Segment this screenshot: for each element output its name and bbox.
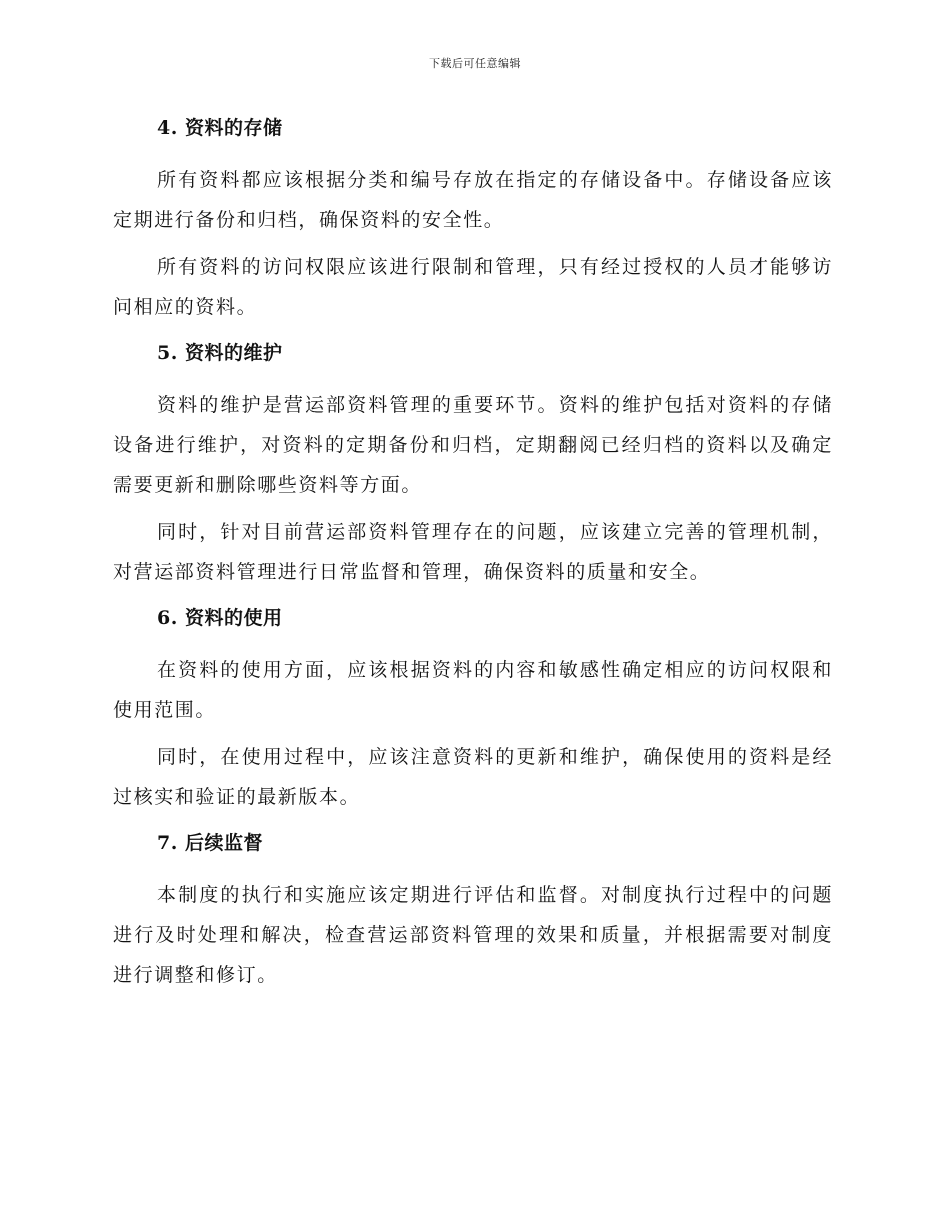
paragraph: 同时，针对目前营运部资料管理存在的问题，应该建立完善的管理机制，对营运部资料管理进行日常监督和管理，确保资料的质量和安全。 (113, 521, 833, 583)
section-title: 4. 资料的存储 (157, 117, 283, 139)
document-body (113, 102, 833, 1002)
page-header: 下载后可任意编辑 (429, 57, 521, 70)
paragraph: 本制度的执行和实施应该定期进行评估和监督。对制度执行过程中的问题进行及时处理和解决，检查营运部资料管理的效果和质量，并根据需要对制度进行调整和修订。 (113, 884, 833, 986)
paragraph: 资料的维护是营运部资料管理的重要环节。资料的维护包括对资料的存储设备进行维护，对资料的定期备份和归档，定期翻阅已经归档的资料以及确定需要更新和删除哪些资料等方面。 (113, 394, 833, 496)
section-usage (113, 604, 833, 817)
section-storage (113, 114, 833, 327)
section-maintenance (113, 339, 833, 592)
section-title: 6. 资料的使用 (157, 607, 283, 629)
paragraph: 所有资料的访问权限应该进行限制和管理，只有经过授权的人员才能够访问相应的资料。 (113, 256, 833, 318)
paragraph: 所有资料都应该根据分类和编号存放在指定的存储设备中。存储设备应该定期进行备份和归档，确保资料的安全性。 (113, 169, 833, 231)
paragraph: 在资料的使用方面，应该根据资料的内容和敏感性确定相应的访问权限和使用范围。 (113, 659, 833, 721)
paragraph: 同时，在使用过程中，应该注意资料的更新和维护，确保使用的资料是经过核实和验证的最新版本。 (113, 746, 833, 808)
section-title: 7. 后续监督 (157, 832, 263, 854)
section-supervision (113, 829, 833, 995)
section-title: 5. 资料的维护 (157, 342, 283, 364)
